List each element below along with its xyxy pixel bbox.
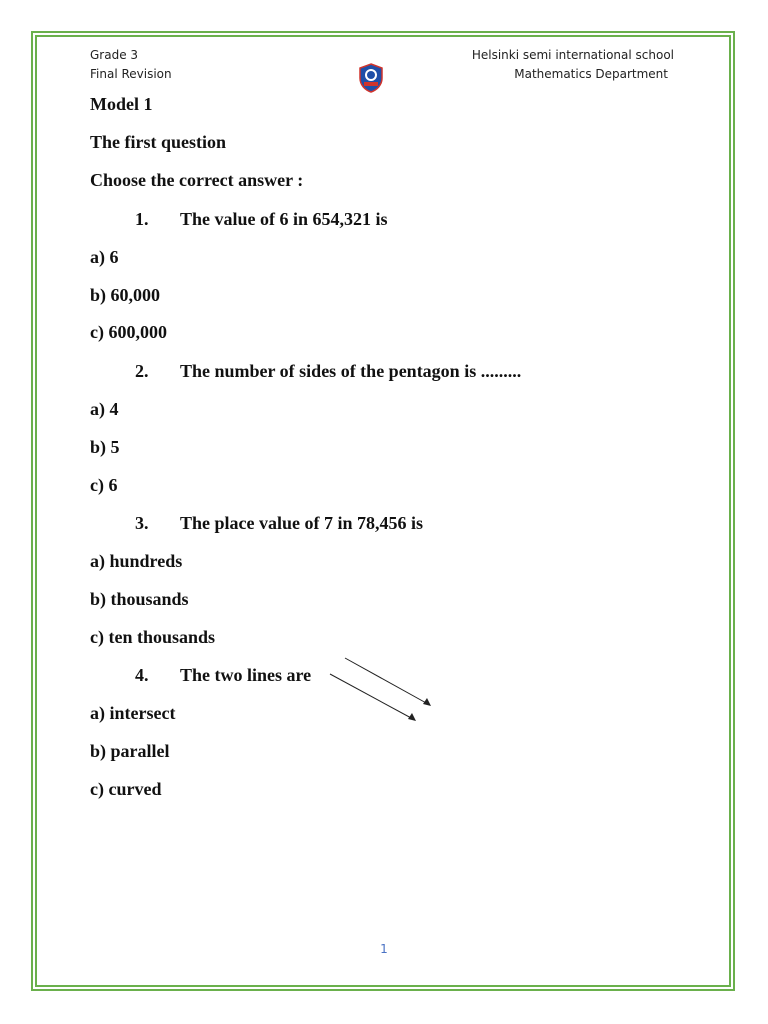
question-3 — [135, 513, 423, 534]
header-grade: Grade 3 — [90, 48, 139, 62]
option: c) 6 — [90, 475, 118, 495]
option: a) 4 — [90, 399, 119, 419]
option: b) thousands — [90, 589, 189, 609]
option: b) 5 — [90, 437, 120, 457]
option: c) curved — [90, 779, 162, 799]
option: b) 60,000 — [90, 285, 161, 305]
question-number: 4. — [135, 665, 149, 685]
instruction: Choose the correct answer : — [90, 170, 304, 190]
school-logo-icon — [358, 63, 384, 93]
option: a) intersect — [90, 703, 176, 723]
header-department: Mathematics Department — [514, 67, 668, 81]
section-title: The first question — [90, 132, 227, 152]
question-text: The value of 6 in 654,321 is — [180, 209, 388, 229]
header-revision: Final Revision — [90, 67, 172, 81]
lower-line — [330, 674, 413, 719]
question-text: The two lines are — [180, 665, 312, 685]
question-number: 3. — [135, 513, 149, 533]
option: c) 600,000 — [90, 322, 167, 342]
header-school: Helsinki semi international school — [471, 48, 674, 62]
question-text: The number of sides of the pentagon is ......... — [180, 361, 522, 381]
option: c) ten thousands — [90, 627, 216, 647]
header-right — [472, 46, 674, 84]
parallel-lines-diagram — [320, 650, 440, 730]
option: a) 6 — [90, 247, 119, 267]
question-4 — [135, 665, 311, 686]
upper-line — [345, 658, 428, 704]
option: a) hundreds — [90, 551, 183, 571]
option: b) parallel — [90, 741, 170, 761]
question-1 — [135, 209, 388, 230]
header-left — [90, 46, 172, 84]
model-title: Model 1 — [90, 94, 153, 114]
question-number: 1. — [135, 209, 149, 229]
question-text: The place value of 7 in 78,456 is — [180, 513, 424, 533]
question-number: 2. — [135, 361, 149, 381]
page-number: 1 — [380, 942, 388, 956]
question-2 — [135, 361, 521, 382]
